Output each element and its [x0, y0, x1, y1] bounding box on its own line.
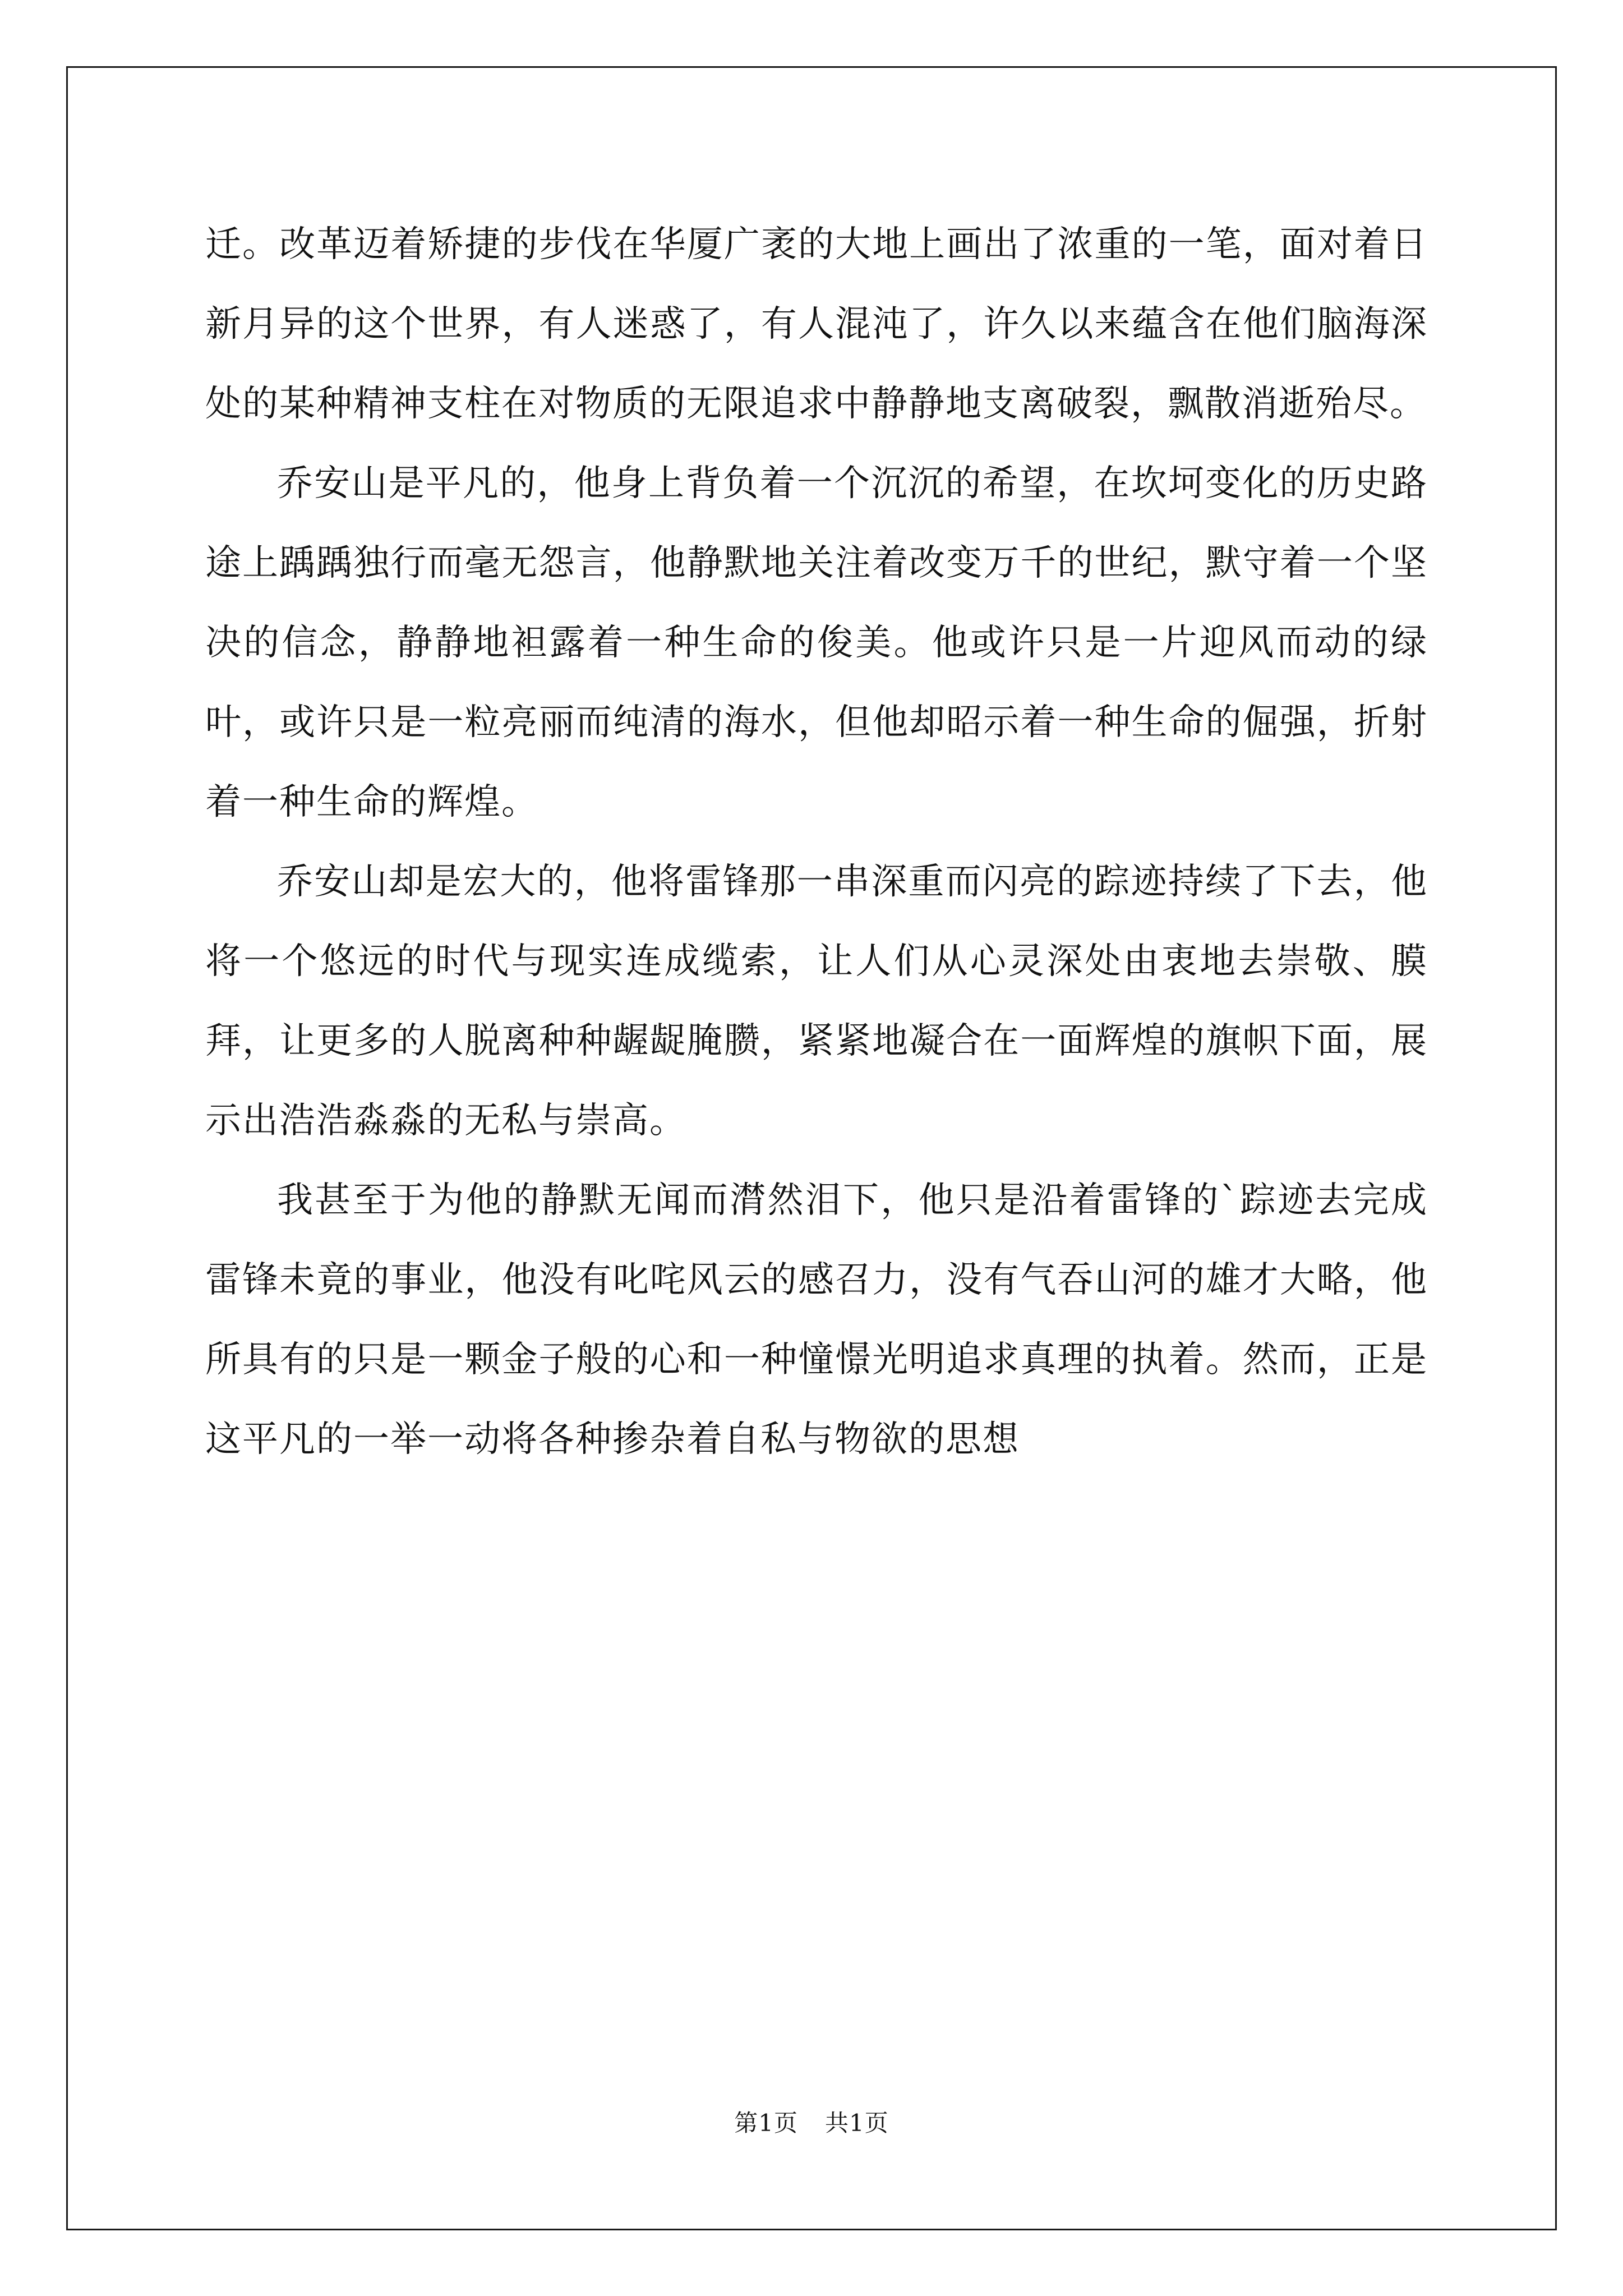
- page-number: 第1页: [734, 2109, 798, 2137]
- paragraph-2: 乔安山是平凡的，他身上背负着一个沉沉的希望，在坎坷变化的历史路途上踽踽独行而毫无怨言，他静默地关注着改变万千的世纪，默守着一个坚决的信念，静静地袒露着一种生命的俊美。他或许只是一片迎风而动的绿叶，或许只是一粒亮丽而纯清的海水，但他却昭示着一种生命的倔强，折射着一种生命的辉煌。: [205, 463, 1428, 823]
- page-total: 共1页: [825, 2109, 889, 2137]
- paragraph-4: 我甚至于为他的静默无闻而潸然泪下，他只是沿着雷锋的`踪迹去完成雷锋未竟的事业，他没有叱咤风云的感召力，没有气吞山河的雄才大略，他所具有的只是一颗金子般的心和一种憧憬光明追求真理的执着。然而，正是这平凡的一举一动将各种掺杂着自私与物欲的思想: [205, 1180, 1428, 1460]
- paragraph-3: 乔安山却是宏大的，他将雷锋那一串深重而闪亮的踪迹持续了下去，他将一个悠远的时代与现实连成缆索，让人们从心灵深处由衷地去崇敬、膜拜，让更多的人脱离种种龌龊腌臜，紧紧地凝合在一面辉煌的旗帜下面，展示出浩浩淼淼的无私与崇高。: [205, 861, 1428, 1142]
- paragraph-1: 迁。改革迈着矫捷的步伐在华厦广袤的大地上画出了浓重的一笔，面对着日新月异的这个世界，有人迷惑了，有人混沌了，许久以来蕴含在他们脑海深处的某种精神支柱在对物质的无限追求中静静地支离破裂，飘散消逝殆尽。: [205, 224, 1428, 425]
- document-body: [205, 205, 1428, 1479]
- page-footer: [0, 2105, 1623, 2138]
